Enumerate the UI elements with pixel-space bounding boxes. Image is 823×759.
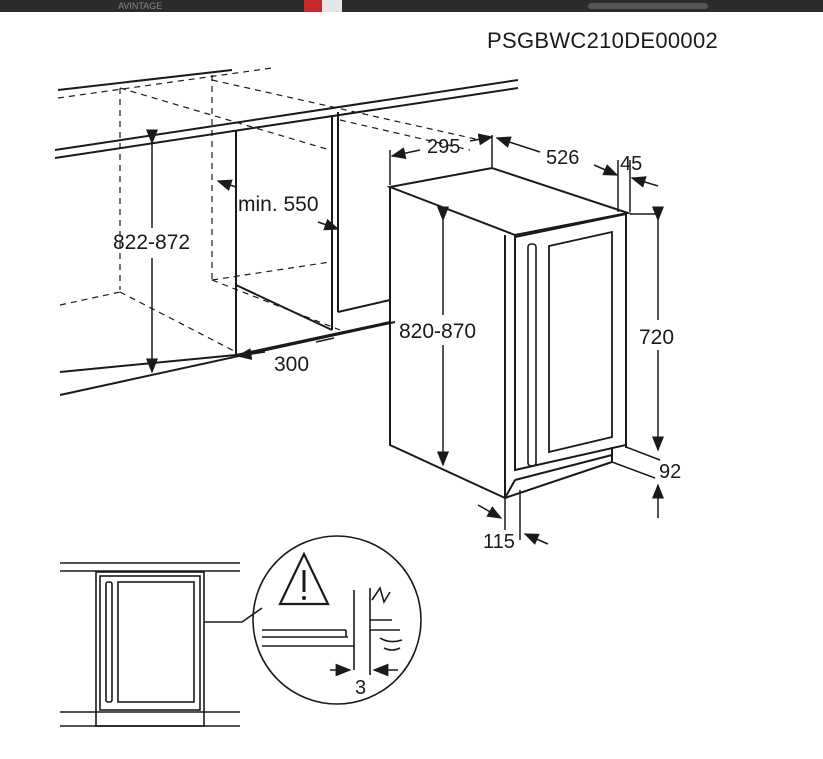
- topbar-label: AVINTAGE: [118, 1, 163, 11]
- label-niche-depth: 300: [274, 353, 310, 376]
- document-code: PSGBWC210DE00002: [487, 28, 719, 53]
- label-gap: 3: [355, 677, 367, 699]
- label-plinth-height: 92: [659, 461, 682, 483]
- label-plinth-depth: 115: [483, 531, 515, 553]
- label-niche-height: 822-872: [113, 231, 191, 254]
- label-depth: 526: [546, 147, 580, 169]
- label-door-gap: 45: [620, 153, 643, 175]
- label-door-height: 720: [639, 326, 675, 349]
- warning-triangle-icon: [280, 554, 328, 604]
- label-appliance-height: 820-870: [399, 320, 477, 343]
- installation-detail: [60, 536, 421, 726]
- label-min-width: min. 550: [238, 193, 319, 216]
- label-depth-offset: 295: [427, 136, 461, 158]
